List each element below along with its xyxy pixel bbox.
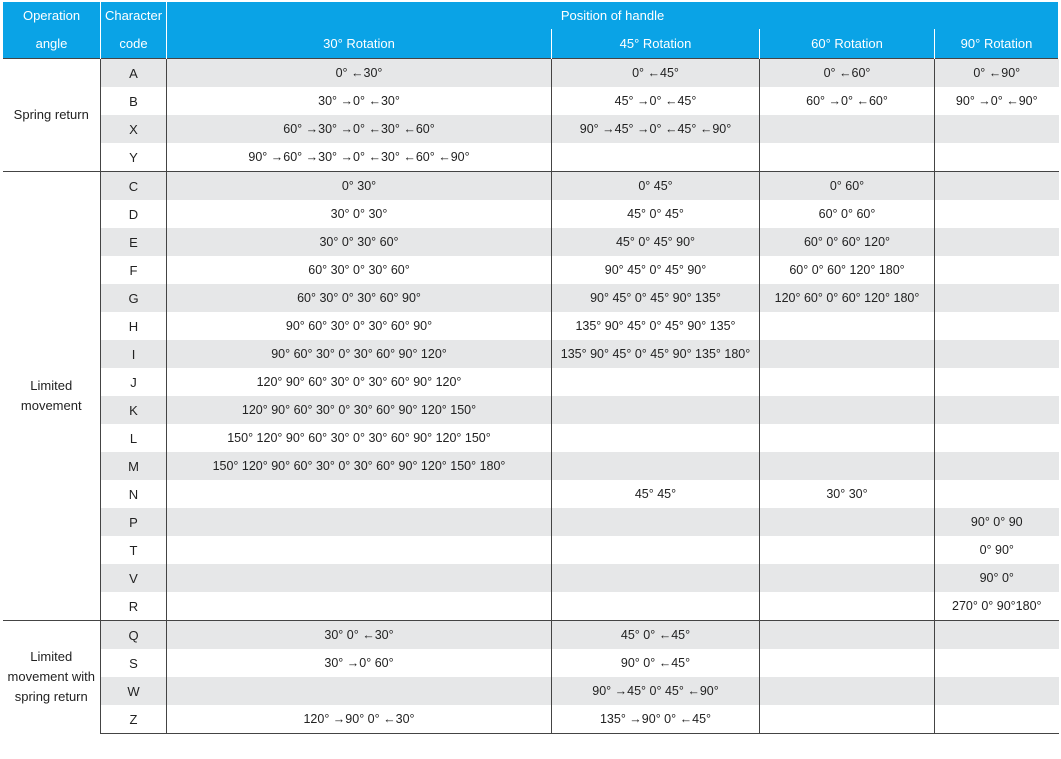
table-row — [3, 396, 1059, 424]
rotation-30-cell: 30° →0° 60° — [167, 649, 552, 677]
rotation-45-cell: 90° 45° 0° 45° 90° — [552, 256, 760, 284]
rotation-60-cell — [760, 592, 935, 621]
rotation-30-cell: 30° 0° 30° — [167, 200, 552, 228]
table-row — [3, 592, 1059, 621]
character-code-cell: P — [101, 508, 167, 536]
rotation-90-cell — [935, 705, 1059, 734]
rotation-30-cell: 30° 0° 30° 60° — [167, 228, 552, 256]
rotation-45-cell: 135° 90° 45° 0° 45° 90° 135° 180° — [552, 340, 760, 368]
rotation-30-cell — [167, 480, 552, 508]
table-row — [3, 228, 1059, 256]
character-code-cell: Z — [101, 705, 167, 734]
rotation-60-cell — [760, 536, 935, 564]
rotation-90-cell — [935, 284, 1059, 312]
character-code-cell: J — [101, 368, 167, 396]
table-row — [3, 536, 1059, 564]
rotation-60-cell — [760, 115, 935, 143]
rotation-90-cell — [935, 256, 1059, 284]
table-row — [3, 143, 1059, 172]
rotation-45-cell: 90° 45° 0° 45° 90° 135° — [552, 284, 760, 312]
character-code-cell: X — [101, 115, 167, 143]
rotation-45-cell: 45° 0° ←45° — [552, 621, 760, 650]
rotation-60-cell — [760, 143, 935, 172]
rotation-90-cell — [935, 312, 1059, 340]
operation-angle-group-label: Spring return — [3, 59, 101, 172]
rotation-90-cell — [935, 143, 1059, 172]
rotation-45-cell — [552, 424, 760, 452]
rotation-90-cell — [935, 340, 1059, 368]
rotation-60-cell: 60° 0° 60° 120° — [760, 228, 935, 256]
rotation-30-cell: 120° →90° 0° ←30° — [167, 705, 552, 734]
character-code-cell: G — [101, 284, 167, 312]
rotation-60-cell — [760, 677, 935, 705]
table-row — [3, 368, 1059, 396]
table-row — [3, 340, 1059, 368]
operation-angle-header-line1: Operation — [22, 8, 81, 23]
rotation-45-cell: 90° →45° 0° 45° ←90° — [552, 677, 760, 705]
character-code-cell: K — [101, 396, 167, 424]
rotation-30-cell: 150° 120° 90° 60° 30° 0° 30° 60° 90° 120° 150° — [167, 424, 552, 452]
character-code-cell: C — [101, 172, 167, 201]
rotation-30-cell: 60° →30° →0° ←30° ←60° — [167, 115, 552, 143]
table-row — [3, 480, 1059, 508]
character-code-header-line1: Character — [104, 8, 163, 23]
rotation-45-cell: 0° ←45° — [552, 59, 760, 88]
table-row — [3, 508, 1059, 536]
character-code-cell: T — [101, 536, 167, 564]
operation-angle-group-label: Limited movement — [3, 172, 101, 621]
table-row — [3, 452, 1059, 480]
character-code-cell: B — [101, 87, 167, 115]
rotation-90-cell: 90° →0° ←90° — [935, 87, 1059, 115]
rotation-90-cell — [935, 228, 1059, 256]
rotation-90-cell — [935, 649, 1059, 677]
character-code-cell: F — [101, 256, 167, 284]
rotation-30-cell: 90° 60° 30° 0° 30° 60° 90° — [167, 312, 552, 340]
rotation-90-cell — [935, 368, 1059, 396]
rotation-60-cell — [760, 705, 935, 734]
rotation-30-cell: 30° 0° ←30° — [167, 621, 552, 650]
table-row — [3, 312, 1059, 340]
table-row — [3, 564, 1059, 592]
rotation-45-cell — [552, 564, 760, 592]
table-row — [3, 705, 1059, 734]
rotation-45-cell: 0° 45° — [552, 172, 760, 201]
rotation-90-cell — [935, 621, 1059, 650]
rotation-60-header: 60° Rotation — [760, 29, 935, 58]
character-code-cell: S — [101, 649, 167, 677]
rotation-45-cell: 45° →0° ←45° — [552, 87, 760, 115]
rotation-60-cell — [760, 368, 935, 396]
rotation-30-cell: 90° →60° →30° →0° ←30° ←60° ←90° — [167, 143, 552, 172]
table-row — [3, 200, 1059, 228]
position-of-handle-header: Position of handle — [167, 2, 1059, 29]
rotation-45-cell: 45° 0° 45° — [552, 200, 760, 228]
table-row — [3, 424, 1059, 452]
table-row — [3, 172, 1059, 201]
rotation-45-cell — [552, 508, 760, 536]
character-code-header — [101, 2, 167, 59]
rotation-30-cell — [167, 508, 552, 536]
rotation-90-cell — [935, 396, 1059, 424]
table-row — [3, 115, 1059, 143]
rotation-45-cell — [552, 368, 760, 396]
rotation-30-cell: 60° 30° 0° 30° 60° 90° — [167, 284, 552, 312]
rotation-60-cell — [760, 508, 935, 536]
rotation-90-cell — [935, 172, 1059, 201]
rotation-90-cell — [935, 115, 1059, 143]
rotation-60-cell — [760, 312, 935, 340]
rotation-45-cell: 135° →90° 0° ←45° — [552, 705, 760, 734]
rotation-45-cell: 90° →45° →0° ←45° ←90° — [552, 115, 760, 143]
rotation-90-cell: 270° 0° 90°180° — [935, 592, 1059, 621]
rotation-30-cell: 60° 30° 0° 30° 60° — [167, 256, 552, 284]
rotation-60-cell: 0° ←60° — [760, 59, 935, 88]
character-code-cell: E — [101, 228, 167, 256]
rotation-60-cell — [760, 649, 935, 677]
rotation-60-cell — [760, 340, 935, 368]
rotation-60-cell — [760, 396, 935, 424]
table-row — [3, 87, 1059, 115]
rotation-30-cell: 0° 30° — [167, 172, 552, 201]
rotation-45-cell — [552, 592, 760, 621]
rotation-30-cell — [167, 536, 552, 564]
table-row — [3, 621, 1059, 650]
rotation-90-cell — [935, 424, 1059, 452]
table-row — [3, 59, 1059, 88]
character-code-cell: I — [101, 340, 167, 368]
rotation-90-cell — [935, 677, 1059, 705]
rotation-45-cell — [552, 396, 760, 424]
rotation-30-cell: 30° →0° ←30° — [167, 87, 552, 115]
rotation-45-cell: 90° 0° ←45° — [552, 649, 760, 677]
rotation-45-cell: 45° 0° 45° 90° — [552, 228, 760, 256]
character-code-cell: A — [101, 59, 167, 88]
table-row — [3, 256, 1059, 284]
character-code-cell: D — [101, 200, 167, 228]
rotation-30-cell — [167, 677, 552, 705]
character-code-cell: L — [101, 424, 167, 452]
rotation-45-cell: 45° 45° — [552, 480, 760, 508]
rotation-90-cell — [935, 452, 1059, 480]
rotation-30-header: 30° Rotation — [167, 29, 552, 58]
rotation-60-cell: 0° 60° — [760, 172, 935, 201]
rotation-90-cell: 90° 0° — [935, 564, 1059, 592]
character-code-cell: Y — [101, 143, 167, 172]
operation-angle-header — [3, 2, 101, 59]
rotation-30-cell — [167, 592, 552, 621]
character-code-cell: N — [101, 480, 167, 508]
character-code-header-line2: code — [119, 36, 148, 51]
rotation-60-cell: 60° 0° 60° 120° 180° — [760, 256, 935, 284]
rotation-30-cell — [167, 564, 552, 592]
table-body — [3, 59, 1059, 734]
rotation-90-cell — [935, 200, 1059, 228]
rotation-60-cell: 60° →0° ←60° — [760, 87, 935, 115]
rotation-30-cell: 150° 120° 90° 60° 30° 0° 30° 60° 90° 120° 150° 180° — [167, 452, 552, 480]
rotation-60-cell: 120° 60° 0° 60° 120° 180° — [760, 284, 935, 312]
rotation-60-cell — [760, 621, 935, 650]
table-row — [3, 649, 1059, 677]
character-code-cell: V — [101, 564, 167, 592]
table-row — [3, 284, 1059, 312]
rotation-60-cell — [760, 452, 935, 480]
rotation-30-cell: 120° 90° 60° 30° 0° 30° 60° 90° 120° — [167, 368, 552, 396]
rotation-45-header: 45° Rotation — [552, 29, 760, 58]
character-code-cell: Q — [101, 621, 167, 650]
rotation-60-cell — [760, 424, 935, 452]
rotation-60-cell: 30° 30° — [760, 480, 935, 508]
rotation-90-cell: 0° 90° — [935, 536, 1059, 564]
handle-position-table — [2, 2, 1059, 734]
operation-angle-header-line2: angle — [35, 36, 68, 51]
rotation-30-cell: 90° 60° 30° 0° 30° 60° 90° 120° — [167, 340, 552, 368]
character-code-cell: M — [101, 452, 167, 480]
rotation-45-cell — [552, 452, 760, 480]
character-code-cell: H — [101, 312, 167, 340]
rotation-45-cell — [552, 143, 760, 172]
rotation-45-cell: 135° 90° 45° 0° 45° 90° 135° — [552, 312, 760, 340]
rotation-90-cell — [935, 480, 1059, 508]
operation-angle-group-label: Limited movement with spring return — [3, 621, 101, 734]
rotation-90-cell: 90° 0° 90 — [935, 508, 1059, 536]
rotation-45-cell — [552, 536, 760, 564]
character-code-cell: W — [101, 677, 167, 705]
character-code-cell: R — [101, 592, 167, 621]
rotation-30-cell: 0° ←30° — [167, 59, 552, 88]
rotation-60-cell: 60° 0° 60° — [760, 200, 935, 228]
rotation-90-cell: 0° ←90° — [935, 59, 1059, 88]
table-row — [3, 677, 1059, 705]
rotation-60-cell — [760, 564, 935, 592]
rotation-90-header: 90° Rotation — [935, 29, 1059, 58]
rotation-30-cell: 120° 90° 60° 30° 0° 30° 60° 90° 120° 150° — [167, 396, 552, 424]
